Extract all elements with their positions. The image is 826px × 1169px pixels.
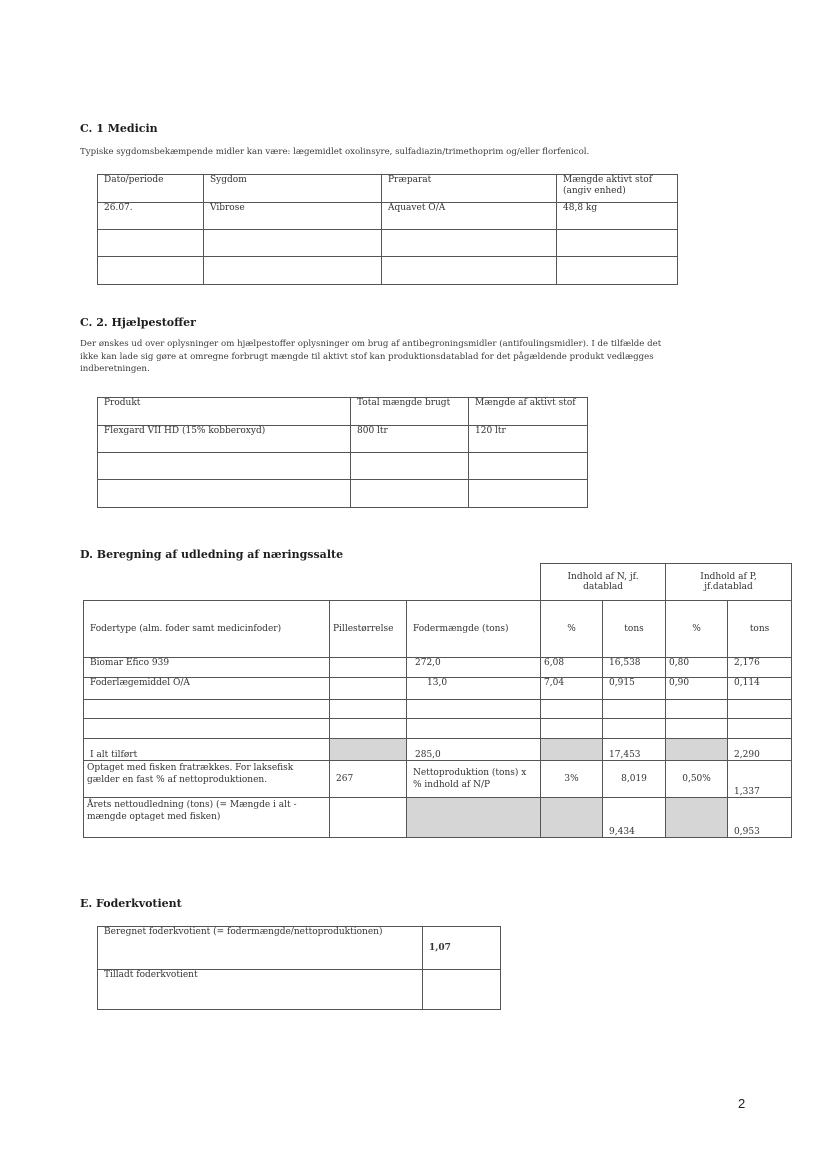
header-cell: Præparat: [382, 175, 557, 203]
table-cell: 2,176: [728, 658, 792, 678]
section-c1-intro: Typiske sygdomsbekæmpende midler kan være: lægemidlet oxolinsyre, sulfadiazin/trimethoprim og/eller florfenicol.: [80, 147, 590, 157]
foderkvotient-value: 1,07: [423, 927, 501, 970]
table-cell: [351, 453, 469, 480]
table-cell: [330, 678, 407, 700]
table-row: [84, 700, 792, 719]
table-cell: Aquavet O/A: [382, 203, 557, 230]
table-cell: 6,08: [541, 658, 603, 678]
foderkvotient-label: Beregnet foderkvotient (= fodermængde/nettoproduktionen): [98, 927, 423, 970]
total-row: [84, 739, 792, 761]
page-number: 2: [738, 1096, 746, 1111]
header-cell: %: [666, 601, 728, 658]
header-cell: %: [541, 601, 603, 658]
table-cell: 13,0: [407, 678, 541, 700]
table-cell: [382, 257, 557, 285]
table-row: [98, 257, 678, 285]
optaget-n-pct: 3%: [541, 761, 603, 798]
table-cell: 0,80: [666, 658, 728, 678]
p-header: Indhold af P, jf.datablad: [666, 564, 792, 601]
header-cell: Pillestørrelse: [330, 601, 407, 658]
medicin-table: [97, 174, 678, 285]
optaget-p-tons: 1,337: [728, 761, 792, 798]
table-cell: 16,538: [603, 658, 666, 678]
table-cell: [98, 230, 204, 257]
header-cell: Fodermængde (tons): [407, 601, 541, 658]
table-cell: 800 ltr: [351, 426, 469, 453]
table-cell: [204, 257, 382, 285]
optaget-fodermaengde: Nettoproduktion (tons) x % indhold af N/P: [407, 761, 541, 798]
intro-line: ikke kan lade sig gøre at omregne forbrugt mængde til aktivt stof kan produktionsdatablad for det pågældende produkt vedlægges: [80, 351, 654, 362]
hjaelpestoffer-table: [97, 397, 588, 508]
table-header-row: [98, 175, 678, 203]
group-header-row: [84, 564, 792, 601]
tilladt-label: Tilladt foderkvotient: [98, 970, 423, 1010]
header-cell: Fodertype (alm. foder samt medicinfoder): [84, 601, 330, 658]
table-cell: [351, 480, 469, 508]
table-row: [98, 480, 588, 508]
table-row: [98, 927, 501, 970]
table-cell: [469, 453, 588, 480]
intro-line: indberetningen.: [80, 364, 150, 374]
optaget-p-pct: 0,50%: [666, 761, 728, 798]
table-cell: [204, 230, 382, 257]
table-cell: [98, 480, 351, 508]
table-cell: 120 ltr: [469, 426, 588, 453]
optaget-row: [84, 761, 792, 798]
header-cell: Produkt: [98, 398, 351, 426]
optaget-label: Optaget med fisken fratrækkes. For laksefisk gælder en fast % af nettoproduktionen.: [84, 761, 330, 798]
table-row: [84, 658, 792, 678]
netto-label: Årets nettoudledning (tons) (= Mængde i alt - mængde optaget med fisken): [84, 798, 330, 838]
optaget-pille: 267: [330, 761, 407, 798]
section-d-heading: D. Beregning af udledning af næringssalte: [80, 548, 344, 561]
table-cell: 0,915: [603, 678, 666, 700]
table-row: [84, 678, 792, 700]
table-cell: 0,90: [666, 678, 728, 700]
table-cell: [557, 230, 678, 257]
foderkvotient-table: [97, 926, 501, 1010]
table-row: [84, 719, 792, 739]
table-cell: 272,0: [407, 658, 541, 678]
table-cell: [98, 453, 351, 480]
header-cell: Mængde af aktivt stof: [469, 398, 588, 426]
header-cell: Sygdom: [204, 175, 382, 203]
naeringssalte-table: [83, 563, 792, 838]
table-cell: [330, 658, 407, 678]
tilladt-value: [423, 970, 501, 1010]
netto-row: [84, 798, 792, 838]
header-cell: Mængde aktivt stof (angiv enhed): [557, 175, 678, 203]
table-cell: [382, 230, 557, 257]
section-c1-heading: C. 1 Medicin: [80, 122, 158, 135]
table-row: [98, 203, 678, 230]
table-cell: Flexgard VII HD (15% kobberoxyd): [98, 426, 351, 453]
header-cell: tons: [603, 601, 666, 658]
table-row: [98, 970, 501, 1010]
section-c2-heading: C. 2. Hjælpestoffer: [80, 316, 196, 329]
table-cell: [469, 480, 588, 508]
header-cell: Total mængde brugt: [351, 398, 469, 426]
section-e-heading: E. Foderkvotient: [80, 897, 182, 910]
optaget-n-tons: 8,019: [603, 761, 666, 798]
table-row: [98, 453, 588, 480]
total-fodermaengde: 285,0: [407, 739, 541, 761]
table-cell: 26.07.: [98, 203, 204, 230]
intro-line: Der ønskes ud over oplysninger om hjælpestoffer oplysninger om brug af antibegroningsmidler (antifoulingsmidler). I de tilfælde det: [80, 339, 662, 349]
netto-n-tons: 9,434: [603, 798, 666, 838]
table-header-row: [84, 601, 792, 658]
total-p-tons: 2,290: [728, 739, 792, 761]
header-cell: Dato/periode: [98, 175, 204, 203]
table-header-row: [98, 398, 588, 426]
table-row: [98, 230, 678, 257]
table-cell: Vibrose: [204, 203, 382, 230]
netto-p-tons: 0,953: [728, 798, 792, 838]
table-cell: 48,8 kg: [557, 203, 678, 230]
n-header: Indhold af N, jf. datablad: [541, 564, 666, 601]
header-cell: tons: [728, 601, 792, 658]
table-cell: 7,04: [541, 678, 603, 700]
table-cell: Biomar Efico 939: [84, 658, 330, 678]
table-cell: [557, 257, 678, 285]
table-cell: 0,114: [728, 678, 792, 700]
total-label: I alt tilført: [84, 739, 330, 761]
table-row: [98, 426, 588, 453]
table-cell: [98, 257, 204, 285]
section-c2-intro: [80, 338, 760, 376]
total-n-tons: 17,453: [603, 739, 666, 761]
table-cell: Foderlægemiddel O/A: [84, 678, 330, 700]
